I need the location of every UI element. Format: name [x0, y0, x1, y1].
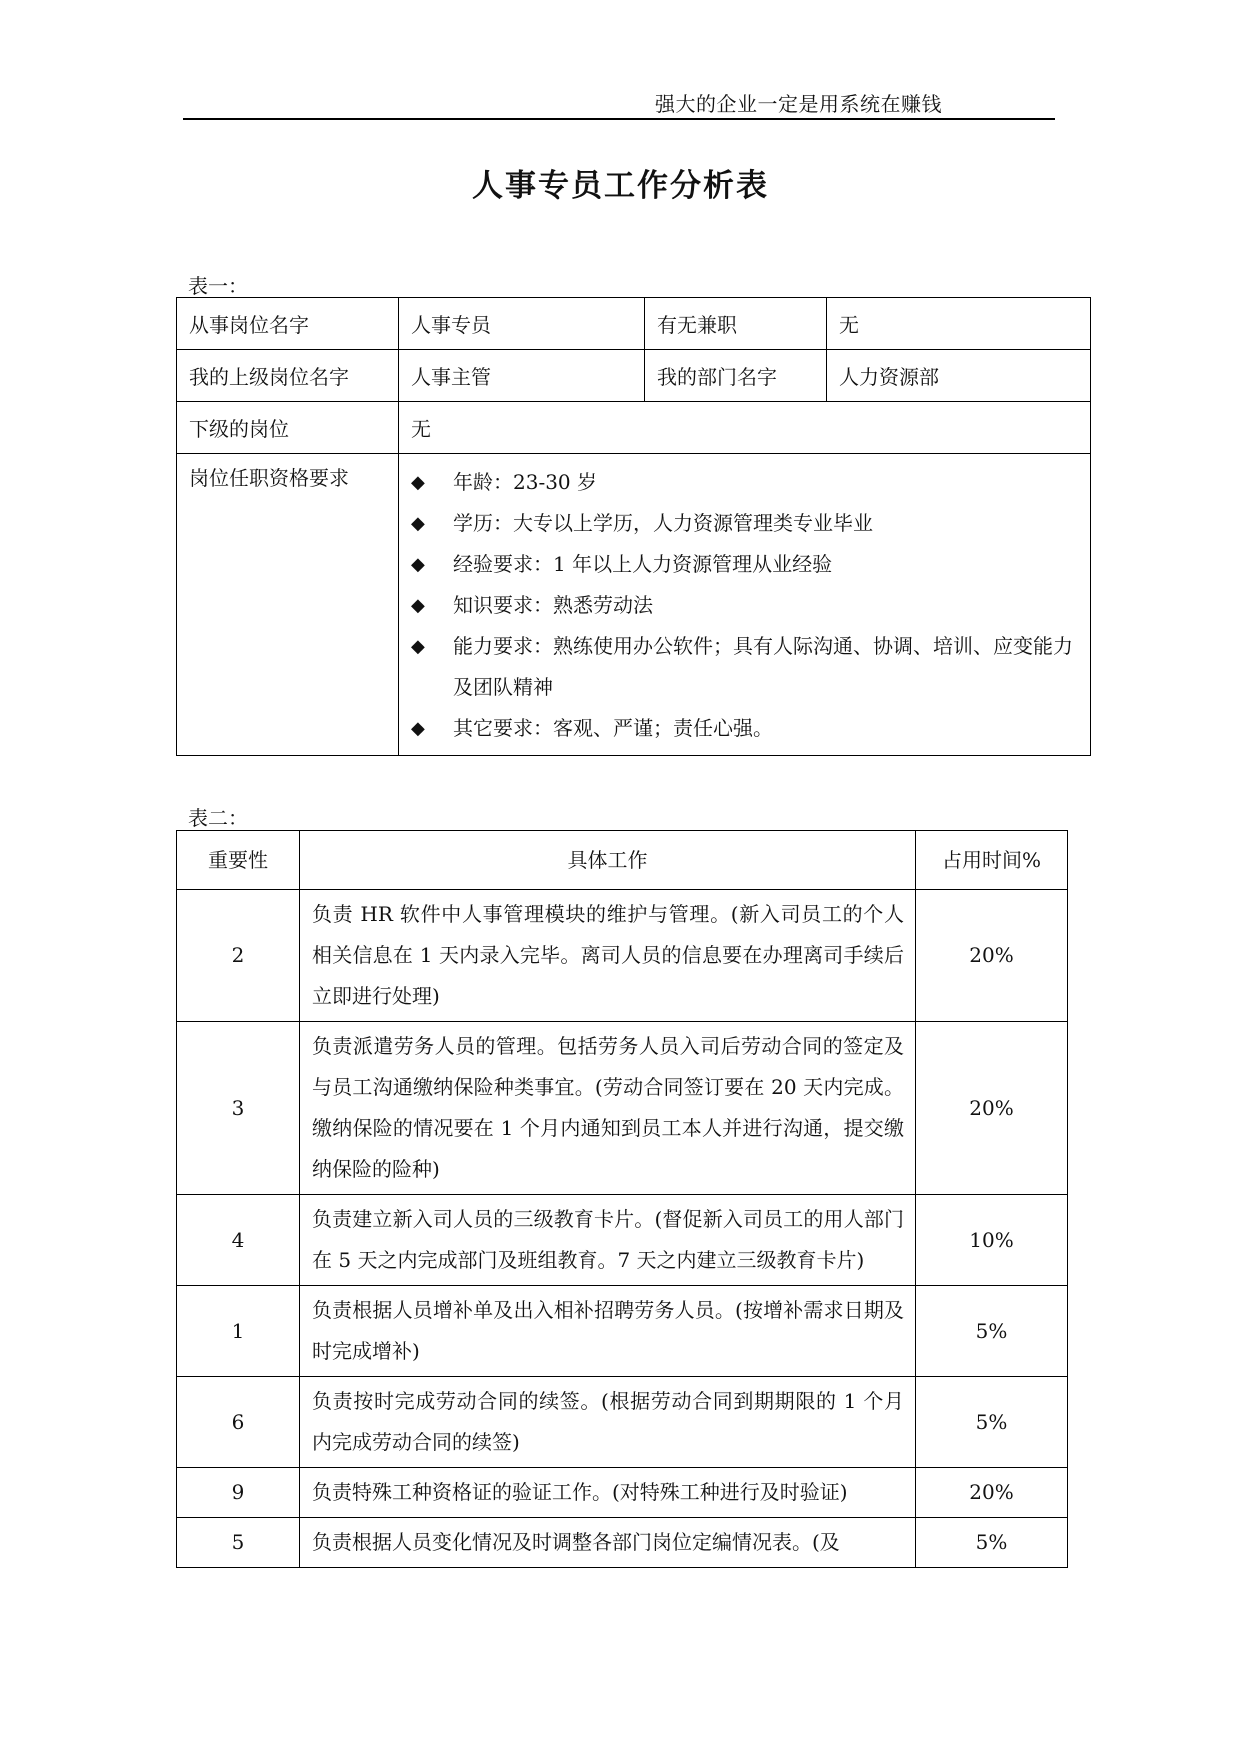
qualification-label: 岗位任职资格要求 [177, 454, 399, 756]
header-time: 占用时间% [916, 831, 1068, 890]
qualification-requirements [399, 454, 1091, 756]
importance-cell: 5 [177, 1518, 300, 1568]
subordinate-value: 无 [399, 402, 1091, 454]
requirements-list [411, 462, 1078, 749]
diamond-bullet-icon: ◆ [411, 513, 425, 534]
time-cell: 5% [916, 1286, 1068, 1377]
time-cell: 5% [916, 1377, 1068, 1468]
importance-cell: 2 [177, 890, 300, 1022]
list-item [411, 626, 1078, 708]
document-title: 人事专员工作分析表 [472, 168, 769, 204]
table-row [177, 1195, 1068, 1286]
time-cell: 20% [916, 890, 1068, 1022]
requirement-text: 其它要求：客观、严谨；责任心强。 [453, 716, 773, 740]
work-cell: 负责根据人员增补单及出入相补招聘劳务人员。(按增补需求日期及时完成增补) [300, 1286, 916, 1377]
parttime-label: 有无兼职 [645, 298, 827, 350]
importance-cell: 6 [177, 1377, 300, 1468]
table-row [177, 454, 1091, 756]
work-cell: 负责根据人员变化情况及时调整各部门岗位定编情况表。(及 [300, 1518, 916, 1568]
position-label: 从事岗位名字 [177, 298, 399, 350]
diamond-bullet-icon: ◆ [411, 636, 425, 657]
importance-cell: 9 [177, 1468, 300, 1518]
table-row [177, 1518, 1068, 1568]
subordinate-label: 下级的岗位 [177, 402, 399, 454]
supervisor-label: 我的上级岗位名字 [177, 350, 399, 402]
department-label: 我的部门名字 [645, 350, 827, 402]
header-divider [183, 118, 1055, 120]
requirement-text: 知识要求：熟悉劳动法 [453, 593, 653, 617]
importance-cell: 1 [177, 1286, 300, 1377]
table-header-row [177, 831, 1068, 890]
list-item [411, 708, 1078, 749]
list-item [411, 544, 1078, 585]
table2-caption: 表二： [188, 806, 248, 830]
diamond-bullet-icon: ◆ [411, 595, 425, 616]
supervisor-value: 人事主管 [399, 350, 645, 402]
table-row [177, 890, 1068, 1022]
time-cell: 10% [916, 1195, 1068, 1286]
parttime-value: 无 [827, 298, 1091, 350]
position-value: 人事专员 [399, 298, 645, 350]
table-row [177, 1468, 1068, 1518]
diamond-bullet-icon: ◆ [411, 472, 425, 493]
table1-caption: 表一： [188, 274, 248, 298]
job-info-table [176, 297, 1091, 756]
list-item [411, 503, 1078, 544]
table-row [177, 298, 1091, 350]
table-row [177, 1286, 1068, 1377]
work-cell: 负责特殊工种资格证的验证工作。(对特殊工种进行及时验证) [300, 1468, 916, 1518]
header-importance: 重要性 [177, 831, 300, 890]
requirement-text: 能力要求：熟练使用办公软件；具有人际沟通、协调、培训、应变能力及团队精神 [453, 634, 1073, 699]
work-cell: 负责按时完成劳动合同的续签。(根据劳动合同到期期限的 1 个月内完成劳动合同的续签) [300, 1377, 916, 1468]
table-row [177, 1022, 1068, 1195]
header-work: 具体工作 [300, 831, 916, 890]
requirement-text: 年龄：23-30 岁 [453, 470, 598, 494]
diamond-bullet-icon: ◆ [411, 554, 425, 575]
table-row [177, 402, 1091, 454]
requirement-text: 经验要求：1 年以上人力资源管理从业经验 [453, 552, 833, 576]
job-duties-table [176, 830, 1068, 1568]
time-cell: 5% [916, 1518, 1068, 1568]
work-cell: 负责派遣劳务人员的管理。包括劳务人员入司后劳动合同的签定及与员工沟通缴纳保险种类事宜。(劳动合同签订要在 20 天内完成。缴纳保险的情况要在 1 个月内通知到员工本人并进行沟通，提交缴纳保险的险种) [300, 1022, 916, 1195]
list-item [411, 585, 1078, 626]
diamond-bullet-icon: ◆ [411, 718, 425, 739]
list-item [411, 462, 1078, 503]
importance-cell: 4 [177, 1195, 300, 1286]
table-row [177, 1377, 1068, 1468]
importance-cell: 3 [177, 1022, 300, 1195]
header-slogan: 强大的企业一定是用系统在赚钱 [655, 92, 942, 116]
requirement-text: 学历：大专以上学历，人力资源管理类专业毕业 [453, 511, 873, 535]
work-cell: 负责建立新入司人员的三级教育卡片。(督促新入司员工的用人部门在 5 天之内完成部门及班组教育。7 天之内建立三级教育卡片) [300, 1195, 916, 1286]
table-row [177, 350, 1091, 402]
department-value: 人力资源部 [827, 350, 1091, 402]
time-cell: 20% [916, 1468, 1068, 1518]
time-cell: 20% [916, 1022, 1068, 1195]
work-cell: 负责 HR 软件中人事管理模块的维护与管理。(新入司员工的个人相关信息在 1 天内录入完毕。离司人员的信息要在办理离司手续后立即进行处理) [300, 890, 916, 1022]
